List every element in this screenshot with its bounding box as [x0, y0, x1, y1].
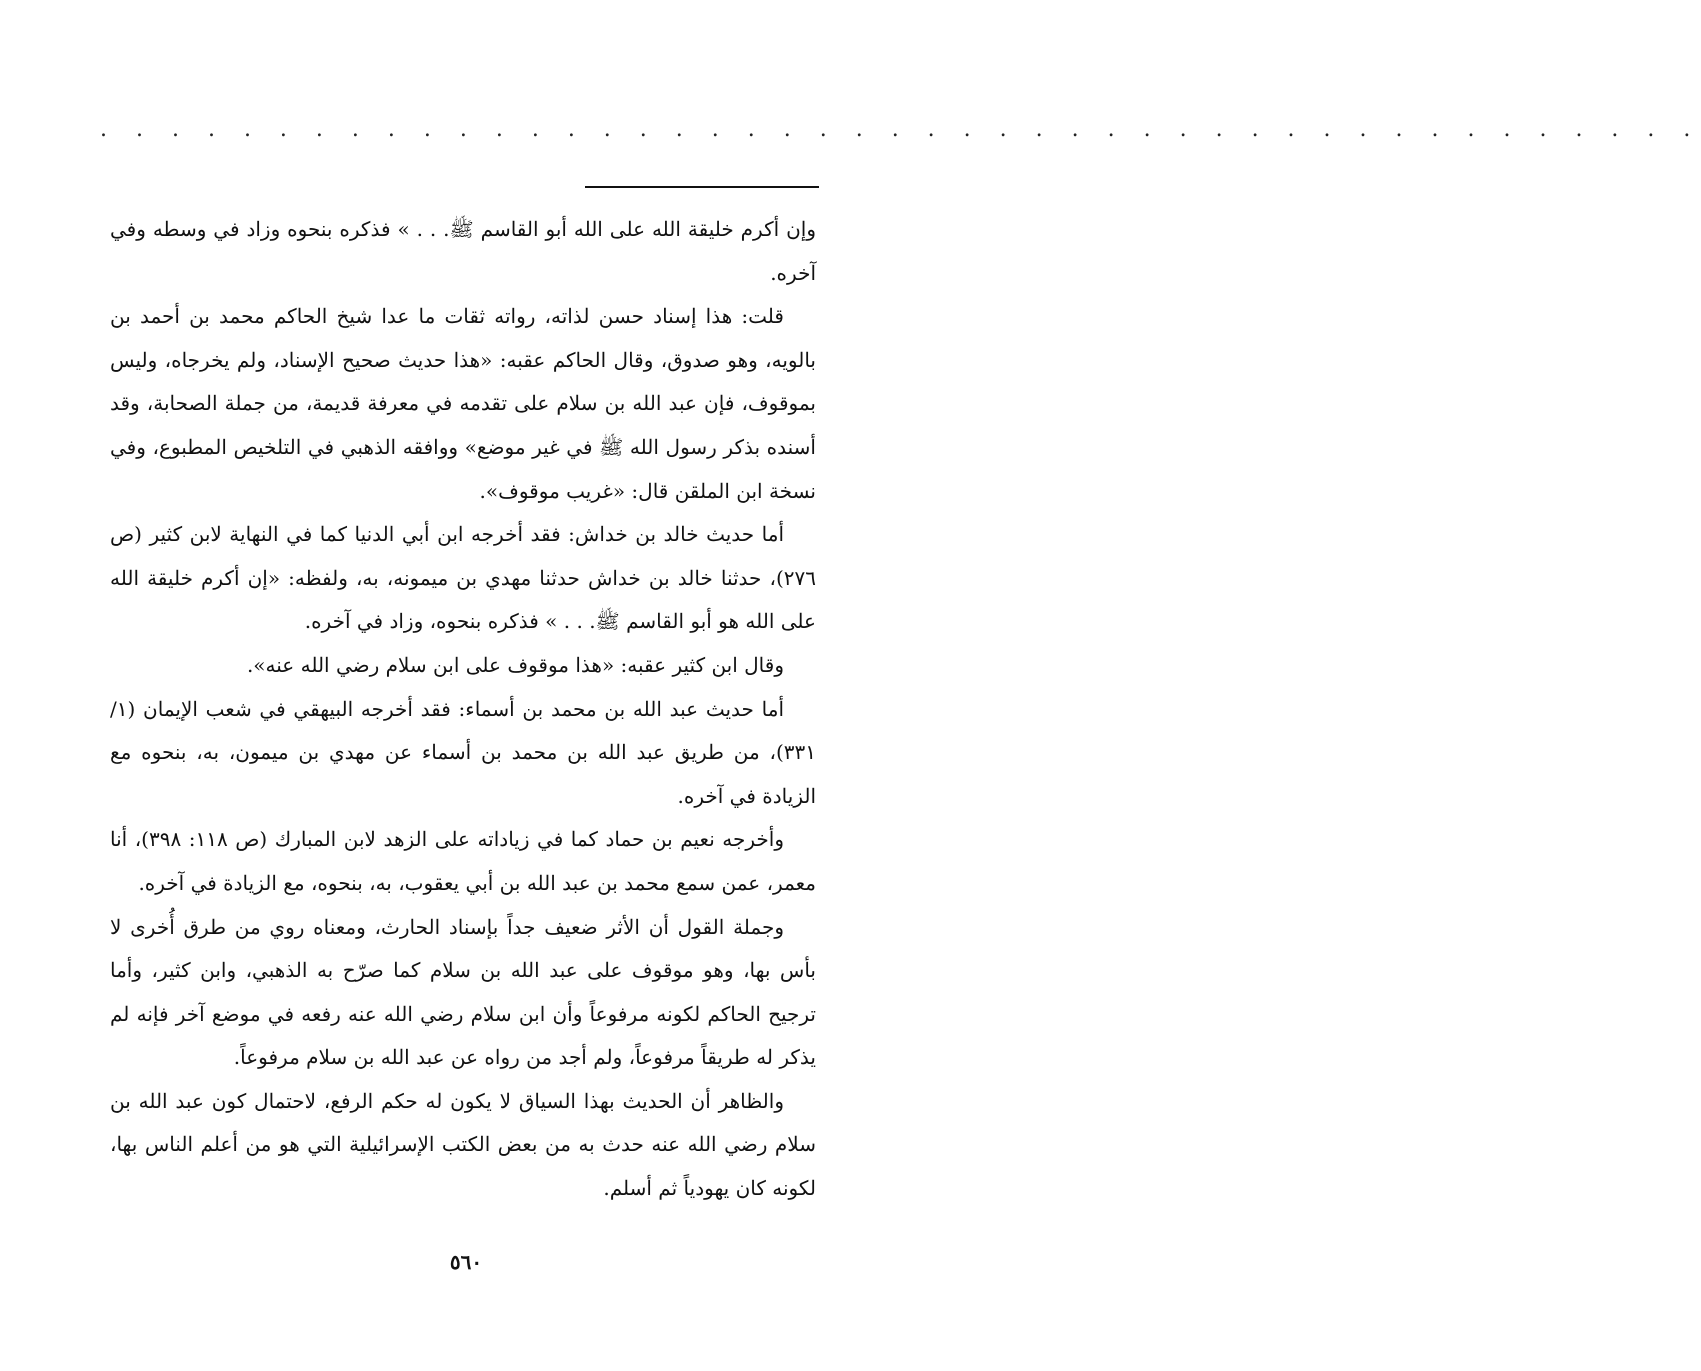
page-number: ٥٦٠: [449, 1250, 483, 1274]
main-text: [110, 208, 816, 1211]
paragraph: أما حديث عبد الله بن محمد بن أسماء: فقد أخرجه البيهقي في شعب الإيمان (١/ ٣٣١)، من طريق عبد الله بن محمد بن أسماء عن مهدي بن ميمون، به، بنحوه مع الزيادة في آخره.: [110, 696, 816, 808]
paragraph: أما حديث خالد بن خداش: فقد أخرجه ابن أبي الدنيا كما في النهاية لابن كثير (ص ٢٧٦)، حدثنا خالد بن خداش حدثنا مهدي بن ميمونه، به، ولفظه: «إن أكرم خليقة الله على الله هو أبو القاسم ﷺ. . . » فذكره بنحوه، وزاد في آخره.: [110, 522, 816, 634]
paragraph: والظاهر أن الحديث بهذا السياق لا يكون له حكم الرفع، لاحتمال كون عبد الله بن سلام رضي الله عنه حدث به من بعض الكتب الإسرائيلية التي هو من أعلم الناس بها، لكونه كان يهودياً ثم أسلم.: [110, 1088, 816, 1201]
paragraph: وجملة القول أن الأثر ضعيف جداً بإسناد الحارث، ومعناه روي من طرق أُخرى لا بأس بها، وهو موقوف على عبد الله بن سلام كما صرّح به الذهبي، وابن كثير، وأما ترجيح الحاكم لكونه مرفوعاً وأن ابن سلام رضي الله عنه رفعه في موضع آخر فإنه لم يذكر له طريقاً مرفوعاً، ولم أجد من رواه عن عبد الله بن سلام مرفوعاً.: [110, 914, 816, 1070]
paragraph: وقال ابن كثير عقبه: «هذا موقوف على ابن سلام رضي الله عنه».: [246, 652, 784, 677]
paragraph: قلت: هذا إسناد حسن لذاته، رواته ثقات ما عدا شيخ الحاكم محمد بن أحمد بن بالويه، وهو صدوق، وقال الحاكم عقبه: «هذا حديث صحيح الإسناد، ولم يخرجاه، وليس بموقوف، فإن عبد الله بن سلام على تقدمه في معرفة قديمة، من جملة الصحابة، وقد أسنده بذكر رسول الله ﷺ في غير موضع» ووافقه الذهبي في التلخيص المطبوع، وفي نسخة ابن الملقن قال: «غريب موقوف».: [110, 304, 816, 503]
footnote-rule: [585, 186, 819, 188]
paragraph: وأخرجه نعيم بن حماد كما في زياداته على الزهد لابن المبارك (ص ١١٨: ٣٩٨)، أنا معمر، عمن سمع محمد بن عبد الله بن أبي يعقوب، به، بنحوه، مع الزيادة في آخره.: [110, 827, 816, 895]
paragraph: وإن أكرم خليقة الله على الله أبو القاسم ﷺ. . . » فذكره بنحوه وزاد في وسطه وفي آخره.: [110, 217, 816, 285]
separator-dots: . . . . . . . . . . . . . . . . . . . . . . . . . . . . . . . . . . . . . . . . . . . . .: [100, 117, 1701, 142]
